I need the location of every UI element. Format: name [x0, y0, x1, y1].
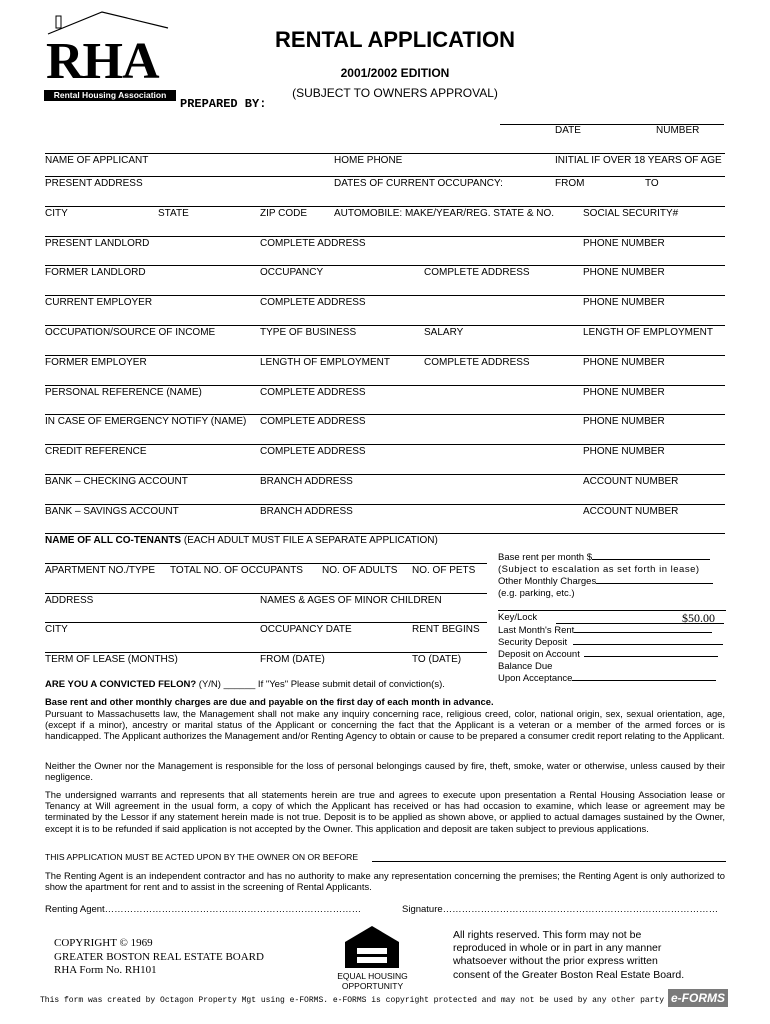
- phone-number-label: PHONE NUMBER: [583, 446, 665, 457]
- complete-address-label: COMPLETE ADDRESS: [424, 267, 530, 278]
- acted-upon-line[interactable]: [372, 861, 726, 862]
- former-employer-line[interactable]: [45, 355, 725, 356]
- personal-reference-line[interactable]: [45, 385, 725, 386]
- minor-children-label: NAMES & AGES OF MINOR CHILDREN: [260, 595, 442, 606]
- current-employer-label: CURRENT EMPLOYER: [45, 297, 153, 308]
- number-label: NUMBER: [656, 125, 700, 136]
- complete-address-label: COMPLETE ADDRESS: [260, 416, 366, 427]
- terms-paragraph-1: Pursuant to Massachusetts law, the Management shall not make any inquiry concerning race, religious creed, color, national origin, sex, sexual orientation, age, (except if a minor), ancestry or marital status of the Applicant or concerning the fact that the Applicant is a veteran or a member of the armed forces or is handicapped. The Applicant authorizes the Management and/or Renting Agency to obtain or cause to be prepared a consumer credit report relating to the Applicant.: [45, 708, 725, 742]
- logo-text: RHA: [46, 33, 159, 90]
- terms-paragraph-2: Neither the Owner nor the Management is responsible for the loss of personal belongings caused by fire, theft, smoke, water or otherwise, unless caused by their negligence.: [45, 760, 725, 783]
- terms-paragraph-3: The undersigned warrants and represents that all statements herein are true and agrees to execute upon presentation a Rental Housing Association lease or Tenancy at Will agreement in the usual form, a copy of which the Applicant has received or has had occasion to examine, which lease or agreement may be terminated by the Lessor if any statement herein made is not true. Deposit is to be applied as shown above, or applied to actual damages sustained by the Owner, except it is to be refunded if said application is not accepted by the Owner. This application and deposit are taken subject to previous applications.: [45, 789, 725, 834]
- phone-number-label: PHONE NUMBER: [583, 238, 665, 249]
- apartment-line[interactable]: [45, 563, 487, 564]
- apt-address-line[interactable]: [45, 593, 487, 594]
- page-title: RENTAL APPLICATION: [275, 27, 515, 52]
- prepared-by-label: PREPARED BY:: [180, 97, 267, 111]
- account-number-label: ACCOUNT NUMBER: [583, 506, 679, 517]
- last-month-row: Last Month's Rent: [498, 625, 726, 637]
- ssn-label: SOCIAL SECURITY#: [583, 208, 679, 219]
- keylock-value: $50.00: [682, 611, 715, 625]
- adults-label: NO. OF ADULTS: [322, 565, 398, 576]
- rights-reserved-block: All rights reserved. This form may not be reproduced in whole or in part in any manner whatsoever without the prior express written consent of the Greater Boston Real Estate Board.: [453, 929, 685, 981]
- keylock-line[interactable]: [556, 623, 724, 624]
- term-label: TERM OF LEASE (MONTHS): [45, 654, 178, 665]
- initial-label: INITIAL IF OVER 18 YEARS OF AGE: [555, 155, 722, 166]
- type-business-label: TYPE OF BUSINESS: [260, 327, 357, 338]
- subject-note: (SUBJECT TO OWNERS APPROVAL): [292, 86, 498, 100]
- security-row: Security Deposit: [498, 637, 726, 649]
- branch-address-label: BRANCH ADDRESS: [260, 506, 353, 517]
- branch-address-label: BRANCH ADDRESS: [260, 476, 353, 487]
- city-line[interactable]: [45, 206, 725, 207]
- apt-city-label: CITY: [45, 624, 68, 635]
- felon-question: ARE YOU A CONVICTED FELON? (Y/N) ______ If "Yes" Please submit detail of conviction(s).: [45, 679, 445, 690]
- emergency-label: IN CASE OF EMERGENCY NOTIFY (NAME): [45, 416, 247, 427]
- occupancy-date-label: OCCUPANCY DATE: [260, 624, 352, 635]
- emergency-line[interactable]: [45, 414, 725, 415]
- apt-city-line[interactable]: [45, 622, 487, 623]
- former-employer-label: FORMER EMPLOYER: [45, 357, 147, 368]
- eho-text: EQUAL HOUSING OPPORTUNITY: [337, 971, 408, 991]
- length-employment-label: LENGTH OF EMPLOYMENT: [260, 357, 391, 368]
- name-applicant-label: NAME OF APPLICANT: [45, 155, 149, 166]
- zip-label: ZIP CODE: [260, 208, 308, 219]
- bank-savings-line[interactable]: [45, 504, 725, 505]
- dates-occupancy-label: DATES OF CURRENT OCCUPANCY:: [334, 178, 503, 189]
- logo-subtitle: Rental Housing Association: [44, 90, 176, 101]
- cotenants-label: NAME OF ALL CO-TENANTS (EACH ADULT MUST FILE A SEPARATE APPLICATION): [45, 535, 438, 546]
- occupancy-label: OCCUPANCY: [260, 267, 324, 278]
- total-occupants-label: TOTAL NO. OF OCCUPANTS: [170, 565, 303, 576]
- complete-address-label: COMPLETE ADDRESS: [260, 446, 366, 457]
- equal-housing-logo: [335, 924, 410, 994]
- terms-paragraph-4: The Renting Agent is an independent contractor and has no authority to make any representation concerning the premises; the Renting Agent is only authorized to show the apartment for rent and to assist in the screening of Rental Applicants.: [45, 870, 725, 893]
- rha-logo: [40, 8, 180, 98]
- home-phone-label: HOME PHONE: [334, 155, 403, 166]
- to-label: TO: [645, 178, 659, 189]
- current-employer-line[interactable]: [45, 295, 725, 296]
- to-date-label: TO (DATE): [412, 654, 462, 665]
- eforms-logo: e-FORMS: [668, 989, 728, 1007]
- city-label: CITY: [45, 208, 68, 219]
- signature-field[interactable]: Signature……………………………………………………………………………: [402, 904, 719, 915]
- occupation-line[interactable]: [45, 325, 725, 326]
- phone-number-label: PHONE NUMBER: [583, 416, 665, 427]
- account-number-label: ACCOUNT NUMBER: [583, 476, 679, 487]
- bank-checking-line[interactable]: [45, 474, 725, 475]
- complete-address-label: COMPLETE ADDRESS: [260, 387, 366, 398]
- automobile-label: AUTOMOBILE: MAKE/YEAR/REG. STATE & NO.: [334, 208, 555, 219]
- other-charges-row: Other Monthly Charges: [498, 576, 726, 588]
- created-by-note: This form was created by Octagon Property Mgt using e-FORMS. e-FORMS is copyright protected and may not be used by any other party: [40, 996, 665, 1005]
- phone-number-label: PHONE NUMBER: [583, 297, 665, 308]
- credit-reference-label: CREDIT REFERENCE: [45, 446, 147, 457]
- length-employment-label: LENGTH OF EMPLOYMENT: [583, 327, 714, 338]
- present-address-line[interactable]: [45, 176, 725, 177]
- date-label: DATE: [555, 125, 581, 136]
- apartment-no-label: APARTMENT NO./TYPE: [45, 565, 156, 576]
- former-landlord-line[interactable]: [45, 265, 725, 266]
- state-label: STATE: [158, 208, 189, 219]
- pets-label: NO. OF PETS: [412, 565, 476, 576]
- deposit-account-row: Deposit on Account: [498, 649, 726, 661]
- credit-reference-line[interactable]: [45, 444, 725, 445]
- rent-begins-label: RENT BEGINS: [412, 624, 480, 635]
- escalation-note: (Subject to escalation as set forth in lease): [498, 564, 700, 575]
- copyright-block: COPYRIGHT © 1969 GREATER BOSTON REAL ESTATE BOARD RHA Form No. RH101: [54, 937, 264, 976]
- bank-checking-label: BANK – CHECKING ACCOUNT: [45, 476, 188, 487]
- from-date-label: FROM (DATE): [260, 654, 325, 665]
- term-line[interactable]: [45, 652, 487, 653]
- applicant-line[interactable]: [45, 153, 725, 154]
- keylock-row: Key/Lock $50.00: [498, 611, 715, 625]
- present-landlord-label: PRESENT LANDLORD: [45, 238, 150, 249]
- phone-number-label: PHONE NUMBER: [583, 267, 665, 278]
- edition: 2001/2002 EDITION: [340, 66, 450, 80]
- personal-reference-label: PERSONAL REFERENCE (NAME): [45, 387, 202, 398]
- phone-number-label: PHONE NUMBER: [583, 357, 665, 368]
- complete-address-label: COMPLETE ADDRESS: [424, 357, 530, 368]
- phone-number-label: PHONE NUMBER: [583, 387, 665, 398]
- acted-upon-label: THIS APPLICATION MUST BE ACTED UPON BY THE OWNER ON OR BEFORE: [45, 852, 359, 862]
- payment-terms: Base rent and other monthly charges are due and payable on the first day of each month in advance.: [45, 696, 494, 707]
- bank-savings-label: BANK – SAVINGS ACCOUNT: [45, 506, 179, 517]
- complete-address-label: COMPLETE ADDRESS: [260, 297, 366, 308]
- upon-acceptance-row: Upon Acceptance: [498, 673, 726, 685]
- cotenants-line[interactable]: [45, 533, 725, 534]
- complete-address-label: COMPLETE ADDRESS: [260, 238, 366, 249]
- present-landlord-line[interactable]: [45, 236, 725, 237]
- from-label: FROM: [555, 178, 585, 189]
- former-landlord-label: FORMER LANDLORD: [45, 267, 146, 278]
- equal-housing-icon: [335, 924, 410, 970]
- parking-note: (e.g. parking, etc.): [498, 588, 575, 599]
- base-rent-row: Base rent per month $: [498, 552, 726, 564]
- occupation-label: OCCUPATION/SOURCE OF INCOME: [45, 327, 216, 338]
- present-address-label: PRESENT ADDRESS: [45, 178, 143, 189]
- renting-agent-field[interactable]: Renting Agent………………………………………………………………………: [45, 904, 362, 915]
- apt-address-label: ADDRESS: [45, 595, 94, 606]
- balance-due-row: Balance Due: [498, 661, 553, 672]
- salary-label: SALARY: [424, 327, 464, 338]
